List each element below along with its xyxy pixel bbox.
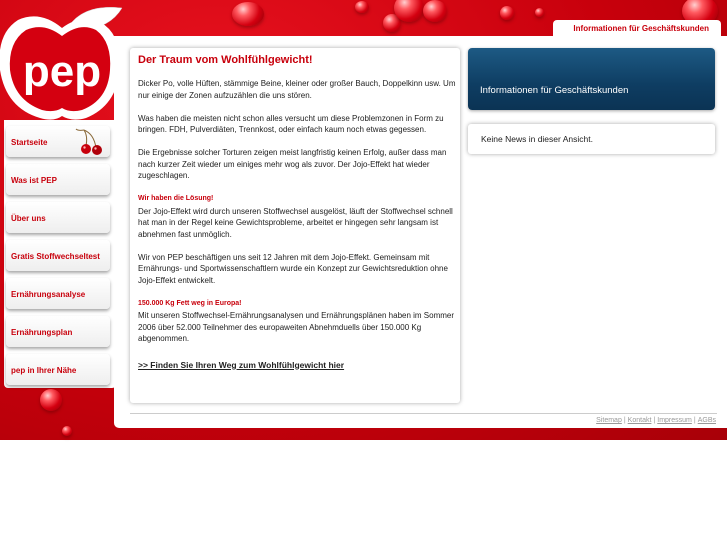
nav-label: Gratis Stoffwechseltest: [11, 252, 100, 261]
footer-separator: |: [623, 417, 626, 424]
nav-ernaehrungsanalyse[interactable]: [6, 278, 110, 309]
footer-links: [596, 417, 716, 424]
business-info-label: Informationen für Geschäftskunden: [480, 85, 629, 96]
main-content: [130, 48, 460, 403]
nav-gratis-stoffwechseltest[interactable]: [6, 240, 110, 271]
subheading: Wir haben die Lösung!: [138, 195, 214, 202]
nav-label: Startseite: [11, 138, 48, 147]
nav-startseite[interactable]: [6, 126, 110, 157]
bubble-decoration: [62, 426, 72, 436]
nav-was-ist-pep[interactable]: [6, 164, 110, 195]
footer-link-agbs[interactable]: AGBs: [697, 417, 716, 424]
paragraph-block: [138, 193, 456, 240]
bubble-decoration: [535, 8, 544, 17]
nav-label: Ernährungsanalyse: [11, 290, 86, 299]
footer-separator: |: [653, 417, 656, 424]
paragraph: Was haben die meisten nicht schon alles versucht um diese Problemzonen in Form zu bringen. FDH, Pulverdiäten, Trennkost, oder einfach kaum noch etwas gegessen.: [138, 113, 444, 134]
pep-apple-logo[interactable]: [0, 0, 125, 125]
footer-link-sitemap[interactable]: Sitemap: [596, 417, 622, 424]
footer-link-impressum[interactable]: Impressum: [657, 417, 692, 424]
bubble-decoration: [500, 6, 514, 20]
subheading: 150.000 Kg Fett weg in Europa!: [138, 299, 242, 307]
paragraph: Der Jojo-Effekt wird durch unseren Stoffwechsel ausgelöst, läuft der Stoffwechsel schnell hat man in der Regel keine Gewichtsprobleme, arbeitet er hingegen sehr langsam ist abnehmen fast unmöglich.: [138, 206, 453, 239]
footer-separator: |: [693, 417, 696, 424]
business-info-banner[interactable]: [468, 48, 715, 110]
cherry-icon: [74, 128, 106, 156]
nav-ueber-uns[interactable]: [6, 202, 110, 233]
bubble-decoration: [232, 2, 264, 26]
find-your-way-link[interactable]: >> Finden Sie Ihren Weg zum Wohlfühlgewicht hier: [138, 359, 345, 370]
nav-ernaehrungsplan[interactable]: [6, 316, 110, 347]
paragraph-block: [138, 298, 456, 345]
nav-label: Über uns: [11, 214, 46, 223]
paragraph: Mit unseren Stoffwechsel-Ernährungsanalysen und Ernährungsplänen haben im Sommer 2006 über 52.000 Teilnehmer des europaweiten Abnehmduells über 150.000 Kg abgenommen.: [138, 311, 455, 343]
bubble-decoration: [423, 0, 447, 22]
paragraph: Die Ergebnisse solcher Torturen zeigen meist langfristig keinen Erfolg, außer dass man nach kurzer Zeit wieder um einiges mehr wog als zuvor. Der Jojo-Effekt hat wieder zugeschlagen.: [138, 148, 447, 180]
bubble-decoration: [355, 1, 369, 13]
bubble-decoration: [40, 389, 62, 411]
news-box: [468, 124, 715, 154]
paragraph: Wir von PEP beschäftigen uns seit 12 Jahren mit dem Jojo-Effekt. Gemeinsam mit Ernährungs- und Sportwissenschaftlern wurde ein Konzept zur Gewichtsreduktion ohne Jojo-Effekt entwickelt.: [138, 252, 448, 285]
footer-divider: [130, 413, 717, 414]
nav-label: pep in Ihrer Nähe: [11, 366, 77, 375]
footer-link-kontakt[interactable]: Kontakt: [627, 417, 652, 424]
logo-text: pep: [22, 47, 102, 96]
nav-label: Ernährungsplan: [11, 328, 73, 337]
news-empty-text: Keine News in dieser Ansicht.: [481, 134, 593, 144]
nav-pep-in-ihrer-naehe[interactable]: [6, 354, 110, 385]
tab-business-info[interactable]: Informationen für Geschäftskunden: [553, 20, 721, 36]
page-title: Der Traum vom Wohlfühlgewicht!: [138, 54, 313, 66]
paragraph: Dicker Po, volle Hüften, stämmige Beine, kleiner oder großer Bauch, Doppelkinn usw. Um nur einige der Zonen aufzuzählen die uns stören.: [138, 79, 456, 100]
nav-label: Was ist PEP: [11, 176, 57, 185]
